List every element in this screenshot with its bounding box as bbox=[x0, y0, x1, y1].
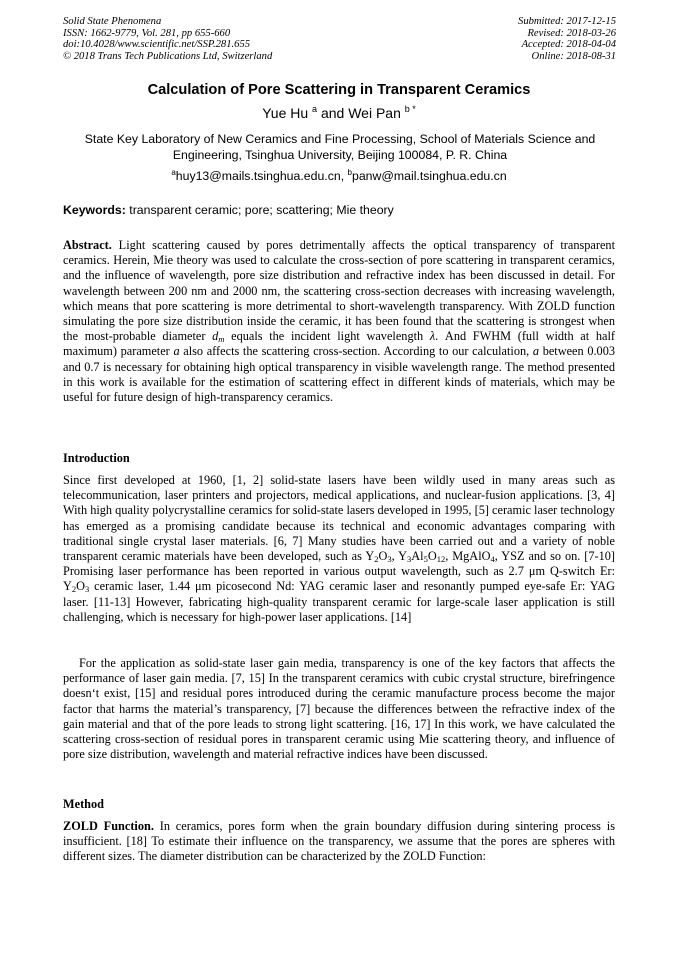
doi: doi:10.4028/www.scientific.net/SSP.281.655 bbox=[63, 39, 251, 51]
author-conj: and bbox=[317, 105, 349, 121]
keywords-label: Keywords: bbox=[63, 203, 126, 217]
zold-label: ZOLD Function. bbox=[63, 819, 154, 833]
journal-info bbox=[63, 16, 272, 62]
keywords bbox=[63, 203, 615, 217]
revised-date: Revised: 2018-03-26 bbox=[527, 27, 616, 39]
introduction-paragraph-1: Since first developed at 1960, [1, 2] solid-state lasers have been wildly used in many areas such as telecommunication, laser printers and projectors, medical applications, and nuclear-fusion applications. [3, 4] With high quality polycrystalline ceramics for solid-state lasers developed in 1995, [5] ceramic laser technology has emerged as a promising candidate because its technical and economic advantages comparing with traditional single crystal laser materials. [6, 7] Many studies have been carried out and a variety of noble transparent ceramic materials have been developed, such as $Y_2O_3$, $Y_3Al_5O_{12}$, MgAlO$_4$, YSZ and so on. [7-10] Promising laser performance has been reported in various output wavelength, such as 2.7 μm Q-switch Er: $Y_2O_3$ ceramic laser, 1.44 μm picosecond Nd: YAG ceramic laser and resonantly pumped eye-safe Er: YAG laser. [11-13] However, fabricating high-quality transparent ceramic for large-scale laser application is still challenging, which is necessary for high-power laser applications. [14] bbox=[63, 473, 615, 624]
copyright: © 2018 Trans Tech Publications Ltd, Switzerland bbox=[63, 50, 273, 62]
email-a[interactable]: huy13@mails.tsinghua.edu.cn bbox=[175, 169, 341, 183]
authors bbox=[0, 104, 678, 121]
method-paragraph: ZOLD Function. In ceramics, pores form when the grain boundary diffusion during sintering process is insufficient. [18] To estimate their influence on the transparency, we assume that the pores are spheres with different sizes. The diameter distribution can be characterized by the ZOLD Function: bbox=[63, 819, 615, 864]
affiliation: State Key Laboratory of New Ceramics and Fine Processing, School of Materials Science and Engineering, Tsinghua University, Beijing 100084, P. R. China bbox=[84, 132, 596, 162]
dates-info bbox=[518, 16, 616, 62]
accepted-date: Accepted: 2018-04-04 bbox=[521, 39, 616, 51]
author-1: Yue Hu bbox=[262, 105, 309, 121]
online-date: Online: 2018-08-31 bbox=[531, 50, 616, 62]
submitted-date: Submitted: 2017-12-15 bbox=[518, 16, 616, 27]
issn: ISSN: 1662-9779, Vol. 281, pp 655-660 bbox=[63, 27, 231, 39]
author-2-mark: b * bbox=[404, 104, 416, 114]
journal-name: Solid State Phenomena bbox=[63, 16, 162, 27]
method-heading: Method bbox=[63, 797, 104, 811]
introduction-heading: Introduction bbox=[63, 451, 130, 465]
abstract: Abstract. Light scattering caused by pores detrimentally affects the optical transparency of transparent ceramics. Herein, Mie theory was used to calculate the cross-section of pore scattering in transparent ceramics, and the influence of wavelength, pore size distribution and refractive index has been discussed in detail. For wavelength between 200 nm and 2000 nm, the scattering cross-section decreases with increasing wavelength, which means that pore scattering is more detrimental to short-wavelength transparency. With ZOLD function simulating the pore size distribution inside the ceramic, it has been found that the scattering is strongest when the most-probable diameter $d_m$ equals the incident light wavelength λ. And FWHM (full width at half maximum) parameter a also affects the scattering cross-section. According to our calculation, a between 0.003 and 0.7 is necessary for obtaining high optical transparency in visible wavelength range. The method presented in this work is available for the estimation of scattering effect in different kinds of materials, which may be useful for future design of high-transparency ceramics. bbox=[63, 238, 615, 405]
keywords-text: transparent ceramic; pore; scattering; Mie theory bbox=[125, 203, 394, 217]
author-2: Wei Pan bbox=[348, 105, 401, 121]
paper-title: Calculation of Pore Scattering in Transparent Ceramics bbox=[147, 82, 531, 98]
introduction-paragraph-2: For the application as solid-state laser gain media, transparency is one of the key factors that affects the performance of laser gain media. [7, 15] In the transparent ceramics with cubic crystal structure, birefringence doesn‘t exist, [15] and residual pores introduced during the ceramic manufacture process become the major factor that harms the material’s transparency, [7] because the differences between the refractive index of the gain material and that of the pore leads to strong light scattering. [16, 17] In this work, we have calculated the scattering cross-section of residual pores in transparent ceramic using Mie scattering theory, and influence of pore size distribution, wavelength and material refractive indices have been discussed. bbox=[63, 656, 615, 762]
author-1-mark: a bbox=[312, 104, 318, 114]
email-b[interactable]: panw@mail.tsinghua.edu.cn bbox=[352, 169, 507, 183]
emails: $^a$huy13@mails.tsinghua.edu.cn, $^b$panw@mail.tsinghua.edu.cn bbox=[171, 168, 507, 183]
abstract-label: Abstract. bbox=[63, 238, 112, 252]
